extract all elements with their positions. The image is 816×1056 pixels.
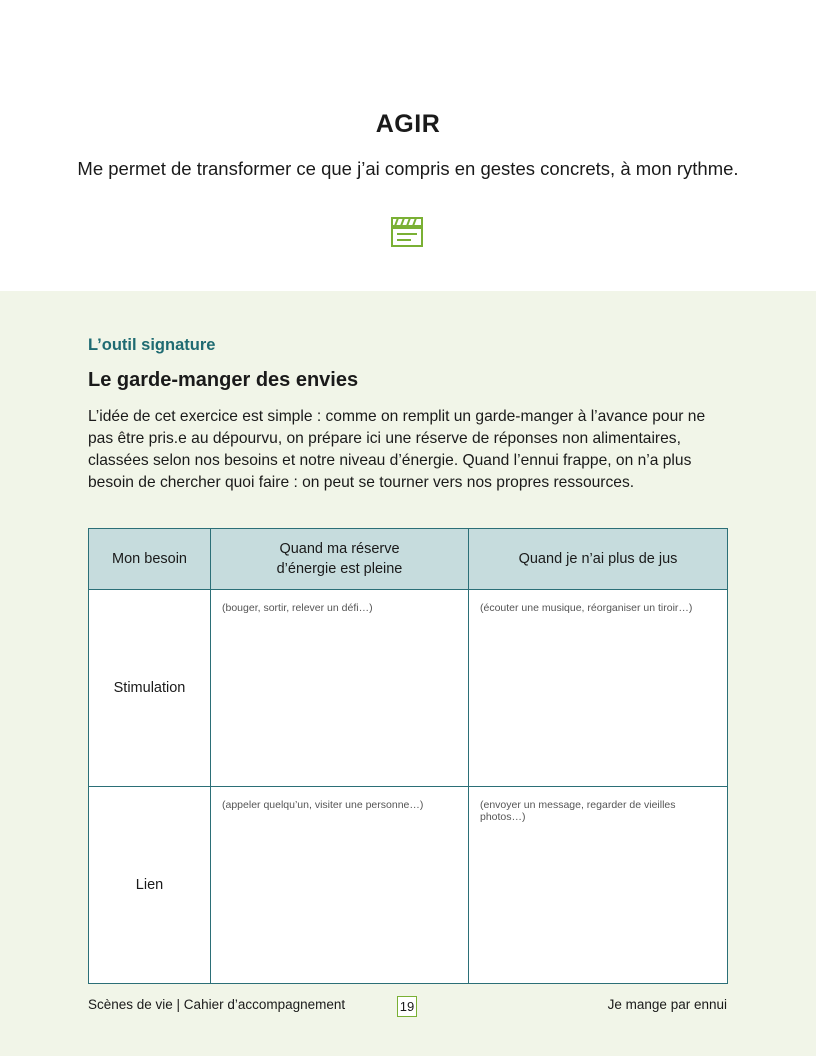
row-label-stimulation: Stimulation <box>89 590 211 787</box>
cell-stimulation-full[interactable]: (bouger, sortir, relever un défi…) <box>211 590 469 787</box>
table-row <box>89 590 728 787</box>
needs-table <box>88 528 728 984</box>
clapperboard-icon <box>390 216 424 248</box>
table-header-row <box>89 529 728 590</box>
header-need: Mon besoin <box>89 529 211 590</box>
section-kicker: L’outil signature <box>88 336 216 354</box>
header-energy-empty: Quand je n’ai plus de jus <box>469 529 728 590</box>
cell-stimulation-empty[interactable]: (écouter une musique, réorganiser un tiroir…) <box>469 590 728 787</box>
section-intro: L’idée de cet exercice est simple : comme on remplit un garde-manger à l’avance pour ne pas être pris.e au dépourvu, on prépare ici une réserve de réponses non alimentaires, classées selon nos besoins et notre niveau d’énergie. Quand l’ennui frappe, on n’a plus besoin de chercher quoi faire : on peut se tourner vers nos propres ressources. <box>88 408 706 491</box>
row-label-lien: Lien <box>89 787 211 984</box>
page-title: AGIR <box>375 110 441 138</box>
header-energy-full-line1: Quand ma réserve <box>279 541 400 557</box>
cell-lien-full[interactable]: (appeler quelqu’un, visiter une personne…) <box>211 787 469 984</box>
page-subtitle: Me permet de transformer ce que j’ai compris en gestes concrets, à mon rythme. <box>77 158 739 179</box>
top-section <box>0 0 816 291</box>
cell-lien-empty[interactable]: (envoyer un message, regarder de vieilles photos…) <box>469 787 728 984</box>
footer-chapter: Je mange par ennui <box>607 997 727 1012</box>
header-energy-full-line2: d’énergie est pleine <box>276 561 403 577</box>
page-number: 19 <box>397 996 417 1017</box>
header-energy-full <box>211 529 469 590</box>
footer-publication: Scènes de vie | Cahier d’accompagnement <box>88 997 346 1012</box>
section-heading: Le garde-manger des envies <box>88 369 359 391</box>
table-row <box>89 787 728 984</box>
